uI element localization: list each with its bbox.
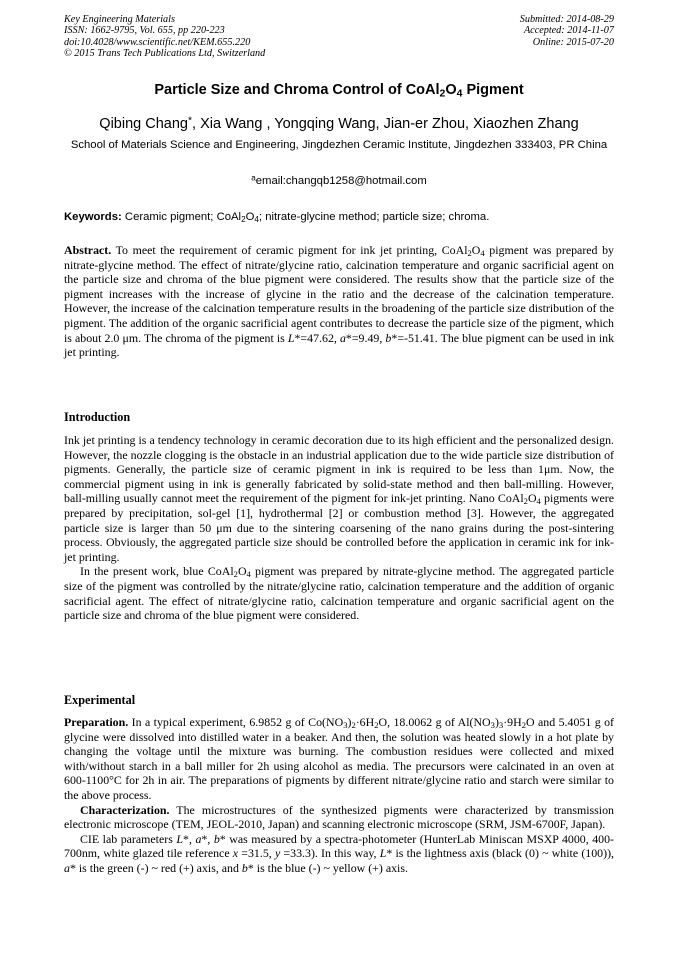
author-list: Qibing Chang*, Xia Wang , Yongqing Wang, Jian-er Zhou, Xiaozhen Zhang xyxy=(99,115,579,132)
keywords: Keywords: Ceramic pigment; $CoAl_2O_4$; nitrate-glycine method; particle size; chroma. xyxy=(64,211,490,225)
affiliation: School of Materials Science and Engineering, Jingdezhen Ceramic Institute, Jingdezhen 333403, PR China xyxy=(70,139,608,151)
intro-paragraph-2: In the present work, blue $CoAl_2O_4$ pigment was prepared by nitrate-glycine method. The aggregated particle size of the pigment was controlled by the nitrate/glycine ratio, calcination temperature and the addition of organic sacrificial agent. The effect of nitrate/glycine ratio, calcination temperature and organic sacrificial agent on the particle size and chroma of the blue pigment were considered. xyxy=(64,564,615,623)
preparation-paragraph: Preparation. In a typical experiment, 6.9852 g of $Co(NO_3)_2\cdot 6H_2O$, 18.0062 g of $Al(NO_3)_3\cdot 9H_2O$ and 5.4051 g of glycine were dissolved into distilled water in a beaker. And then, the solution was heated slowly in a hot plate by changing the voltage until the mixture was burning. The combustion residues were collected and mixed with/without starch in a ball miller for 2h using alcohol as media. The precursors were calcinated in an oven at 600-1100°C for 2h in air. The preparations of pigments by different nitrate/glycine ratio and starch were similar to the above process. xyxy=(64,715,614,802)
accepted-date: Accepted: 2014-11-07 xyxy=(523,25,614,37)
experimental-body xyxy=(64,715,614,876)
cie-paragraph: CIE lab parameters L*, a*, b* was measured by a spectra-photometer (HunterLab Miniscan MSXP 4000, 400-700nm, white glazed tile reference x =31.5, y =33.3). In this way, L* is the lightness axis (black (0) ~ white (100)), a* is the green (-) ~ red (+) axis, and b* is the blue (-) ~ yellow (+) axis. xyxy=(64,831,615,875)
online-date: Online: 2015-07-20 xyxy=(532,36,614,48)
corresponding-mark: * xyxy=(187,115,193,127)
journal-header-right xyxy=(520,14,614,48)
copyright-line: © 2015 Trans Tech Publications Ltd, Switzerland xyxy=(64,48,266,60)
journal-name: Key Engineering Materials xyxy=(64,14,175,25)
experimental-heading: Experimental xyxy=(64,693,136,707)
author-email: $^a$email:changqb1258@hotmail.com xyxy=(251,173,427,187)
characterization-paragraph: Characterization. The microstructures of the synthesized pigments were characterized by transmission electronic microscope (TEM, JEOL-2010, Japan) and scanning electronic microscope (SRM, JSM-6700F, Japan). xyxy=(64,802,614,832)
paper-title: Particle Size and Chroma Control of CoAl2O4 Pigment xyxy=(154,82,524,100)
doi-line: doi:10.4028/www.scientific.net/KEM.655.220 xyxy=(64,36,251,48)
introduction-body xyxy=(64,433,614,623)
introduction-heading: Introduction xyxy=(64,410,131,424)
abstract-label: Abstract. xyxy=(64,243,112,257)
submitted-date: Submitted: 2014-08-29 xyxy=(519,14,614,25)
keywords-label: Keywords: xyxy=(64,211,122,223)
journal-header-left xyxy=(64,14,265,60)
issn-line: ISSN: 1662-9795, Vol. 655, pp 220-223 xyxy=(64,25,225,37)
abstract: Abstract. To meet the requirement of ceramic pigment for ink jet printing, $CoAl_2O_4$ pigment was prepared by nitrate-glycine method. The effect of nitrate/glycine ratio, calcination temperature and organic sacrificial agent on the particle size and chroma of the blue pigment were considered. The results show that the particle size of the pigment increases with the increase of glycine in the ratio and the decrease of the calcination temperature. However, the increase of the calcination temperature results in the broadening of the particle size distribution of the pigment. The addition of the organic sacrificial agent contributes to decrease the particle size of the pigment, which is about 2.0 μm. The chroma of the pigment is L*=47.62, a*=9.49, b*=-51.41. The blue pigment can be used in ink jet printing. xyxy=(64,243,615,360)
intro-paragraph-1: Ink jet printing is a tendency technology in ceramic decoration due to its high efficient and the personalized design. However, the nozzle clogging is the obstacle in an industrial application due to the wide particle size distribution of pigments. Generally, the particle size of ceramic pigment in ink is required to be less than 1μm. Now, the commercial pigment using in ink is generally fabricated by solid-state method and then ball-milling. However, ball-milling usually cannot meet the requirement of the pigment for ink-jet printing. Nano $CoAl_2O_4$ pigments were prepared by precipitation, sol-gel [1], hydrothermal [2] or combustion method [3]. However, the aggregated particle size is larger than 50 μm due to the sintering coarsening of the nano grains during the post-sintering process. Obviously, the aggregated particle size should be controlled before the application in ceramic ink for ink-jet printing. xyxy=(64,433,614,564)
